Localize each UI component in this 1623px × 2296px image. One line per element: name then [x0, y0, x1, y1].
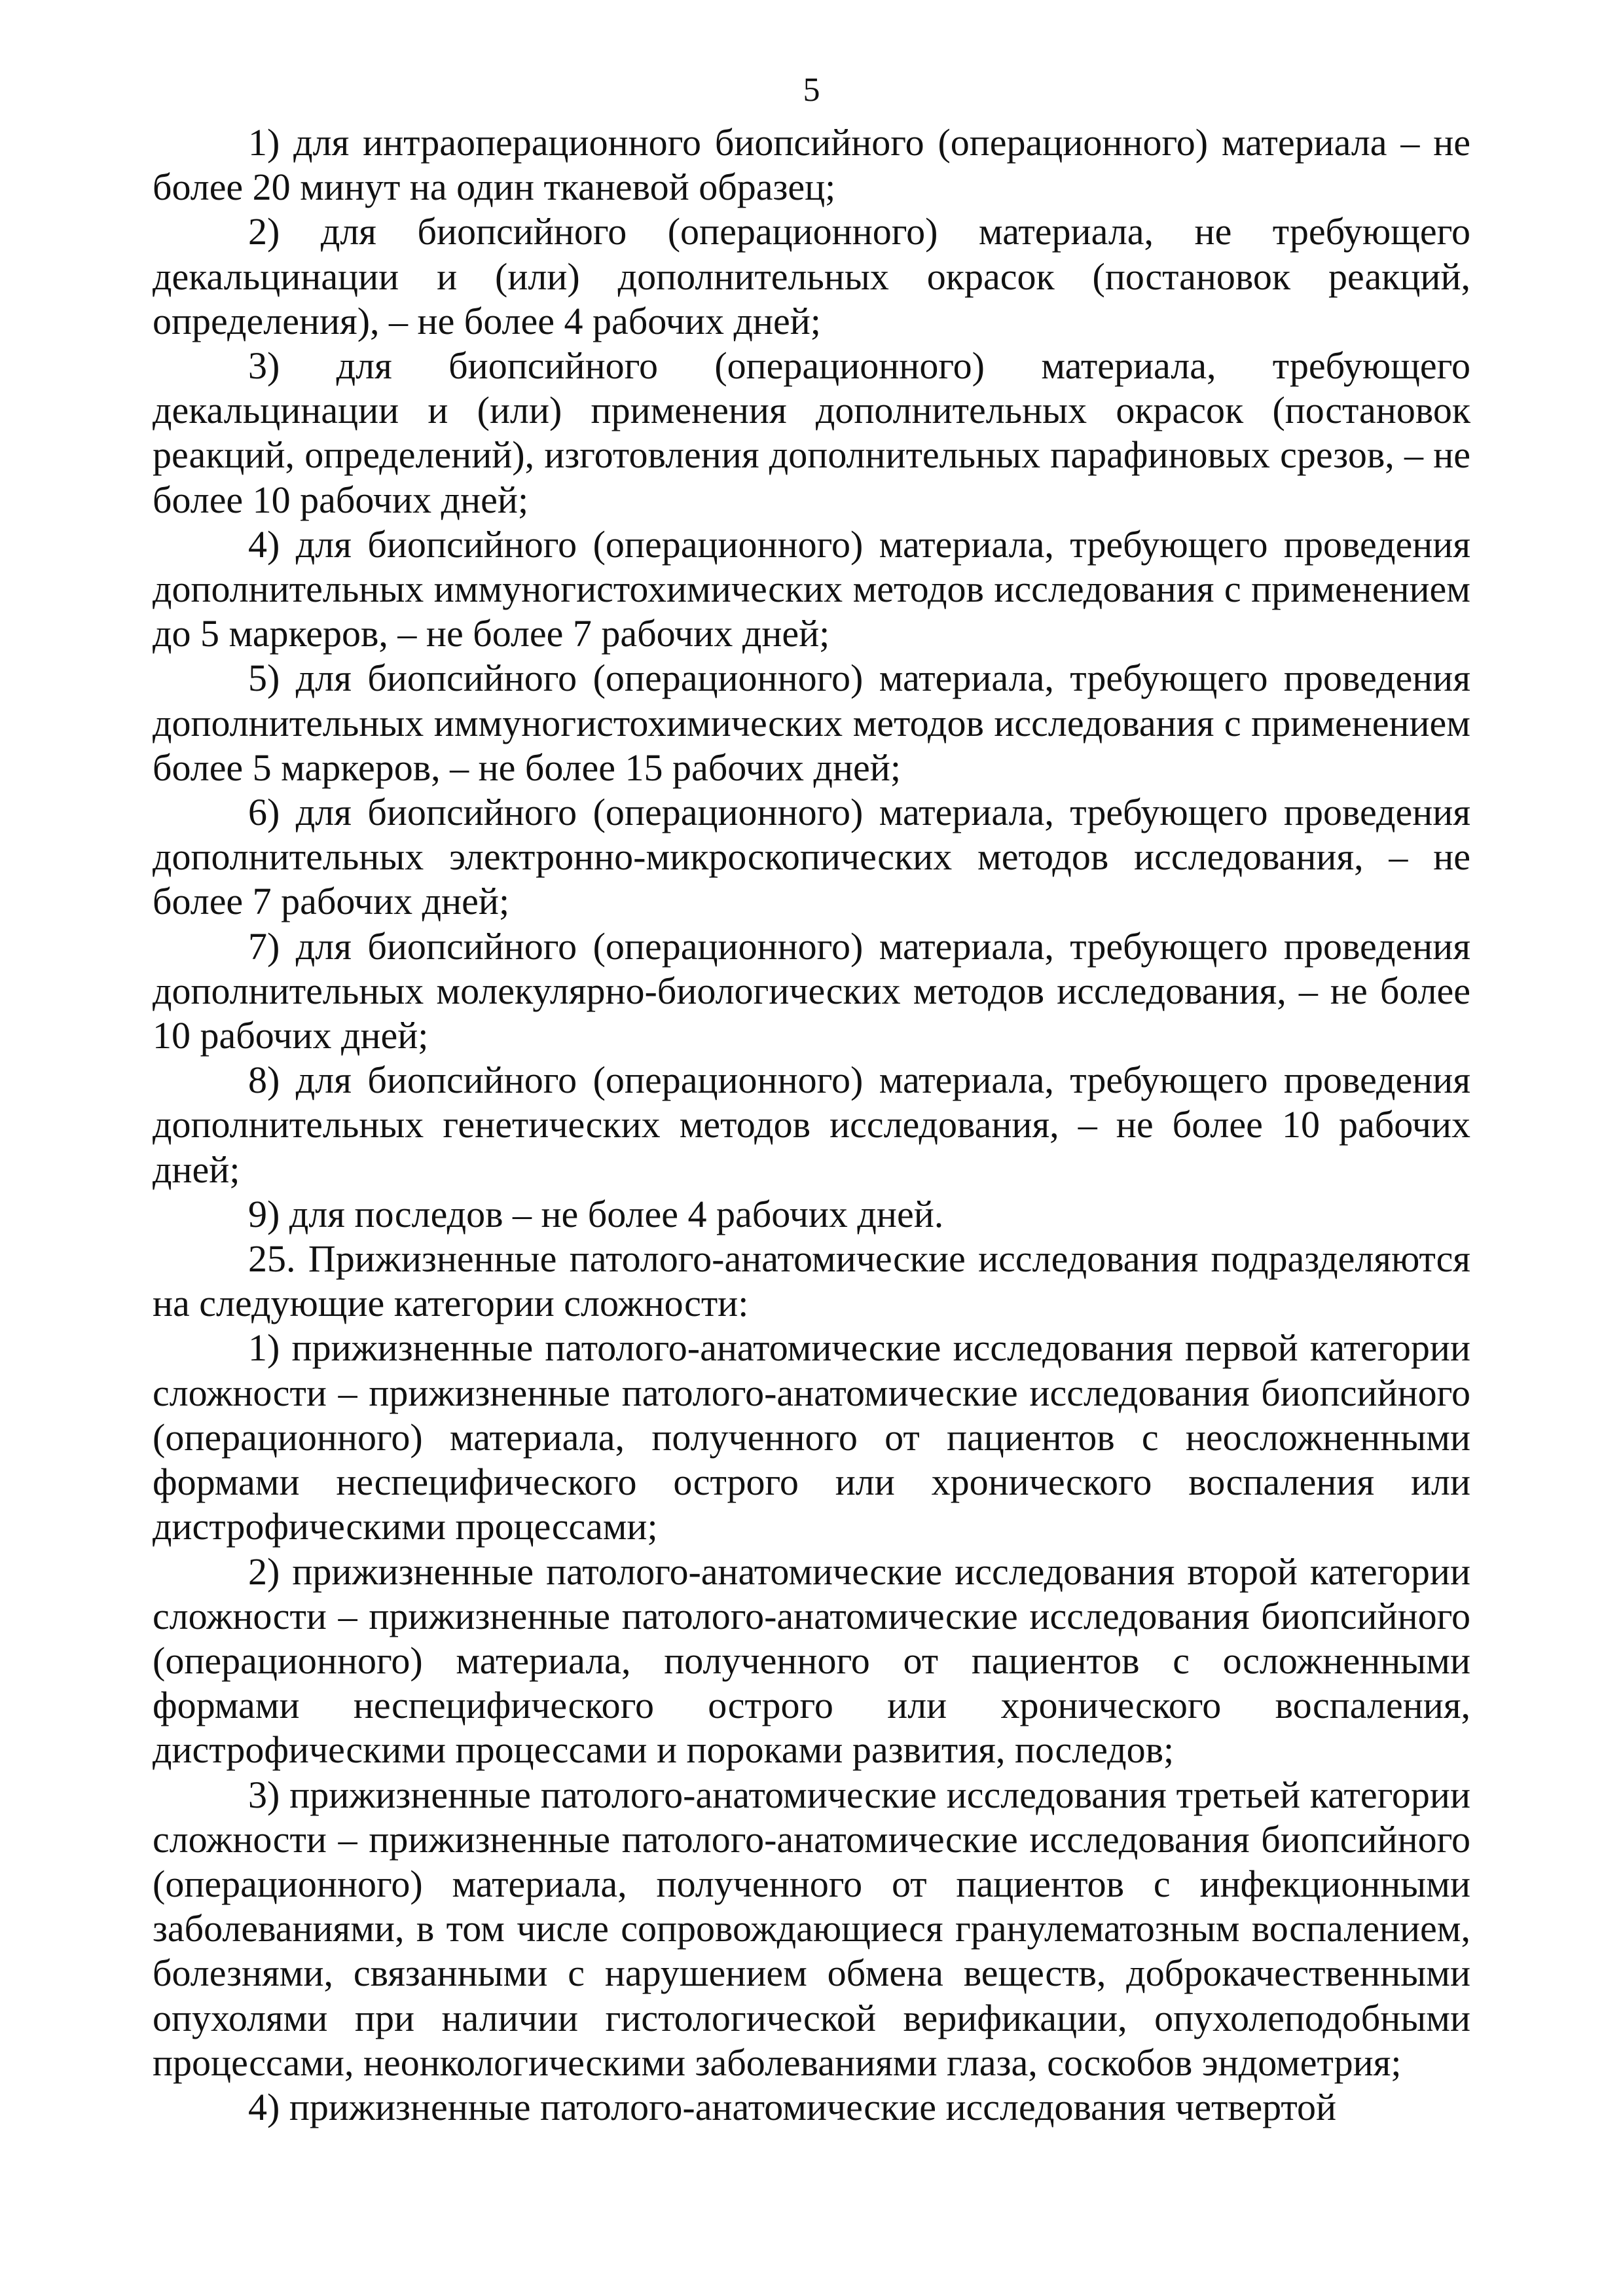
paragraph-item-9: 9) для последов – не более 4 рабочих дней. [248, 1192, 944, 1235]
paragraph-item-2: 2) для биопсийного (операционного) материала, не требующего декальцинации и (или) дополнительных окрасок (постановок реакций, определения), – не более 4 рабочих дней; [153, 210, 1470, 342]
paragraph-item-6: 6) для биопсийного (операционного) материала, требующего проведения дополнительных электронно-микроскопических методов исследования, – не более 7 рабочих дней; [153, 791, 1470, 923]
page-number: 5 [803, 71, 820, 109]
paragraph-item-5: 5) для биопсийного (операционного) материала, требующего проведения дополнительных иммуногистохимических методов исследования с применением более 5 маркеров, – не более 15 рабочих дней; [153, 657, 1470, 789]
paragraph-category-2: 2) прижизненные патолого-анатомические исследования второй категории сложности – прижизненные патолого-анатомические исследования биопсийного (операционного) материала, полученного от пациентов с осложненными формами неспецифического острого или хронического воспаления, дистрофическими процессами и пороками развития, последов; [153, 1550, 1470, 1772]
document-body [153, 120, 1470, 2130]
paragraph-item-8: 8) для биопсийного (операционного) материала, требующего проведения дополнительных генетических методов исследования, – не более 10 рабочих дней; [153, 1059, 1470, 1191]
paragraph-category-1: 1) прижизненные патолого-анатомические исследования первой категории сложности – прижизненные патолого-анатомические исследования биопсийного (операционного) материала, полученного от пациентов с неосложненными формами неспецифического острого или хронического воспаления или дистрофическими процессами; [153, 1326, 1470, 1548]
paragraph-item-1: 1) для интраоперационного биопсийного (операционного) материала – не более 20 минут на один тканевой образец; [153, 121, 1470, 209]
paragraph-item-7: 7) для биопсийного (операционного) материала, требующего проведения дополнительных молекулярно-биологических методов исследования, – не более 10 рабочих дней; [153, 924, 1470, 1057]
paragraph-category-3: 3) прижизненные патолого-анатомические исследования третьей категории сложности – прижизненные патолого-анатомические исследования биопсийного (операционного) материала, полученного от пациентов с инфекционными заболеваниями, в том числе сопровождающиеся гранулематозным воспалением, болезнями, связанными с нарушением обмена веществ, доброкачественными опухолями при наличии гистологической верификации, опухолеподобными процессами, неонкологическими заболеваниями глаза, соскобов эндометрия; [153, 1773, 1470, 2084]
paragraph-category-4: 4) прижизненные патолого-анатомические исследования четвертой [248, 2085, 1336, 2128]
paragraph-item-3: 3) для биопсийного (операционного) материала, требующего декальцинации и (или) применения дополнительных окрасок (постановок реакций, определений), изготовления дополнительных парафиновых срезов, – не более 10 рабочих дней; [153, 344, 1470, 521]
paragraph-item-4: 4) для биопсийного (операционного) материала, требующего проведения дополнительных иммуногистохимических методов исследования с применением до 5 маркеров, – не более 7 рабочих дней; [153, 522, 1470, 655]
paragraph-section-25: 25. Прижизненные патолого-анатомические исследования подразделяются на следующие категории сложности: [153, 1237, 1470, 1325]
